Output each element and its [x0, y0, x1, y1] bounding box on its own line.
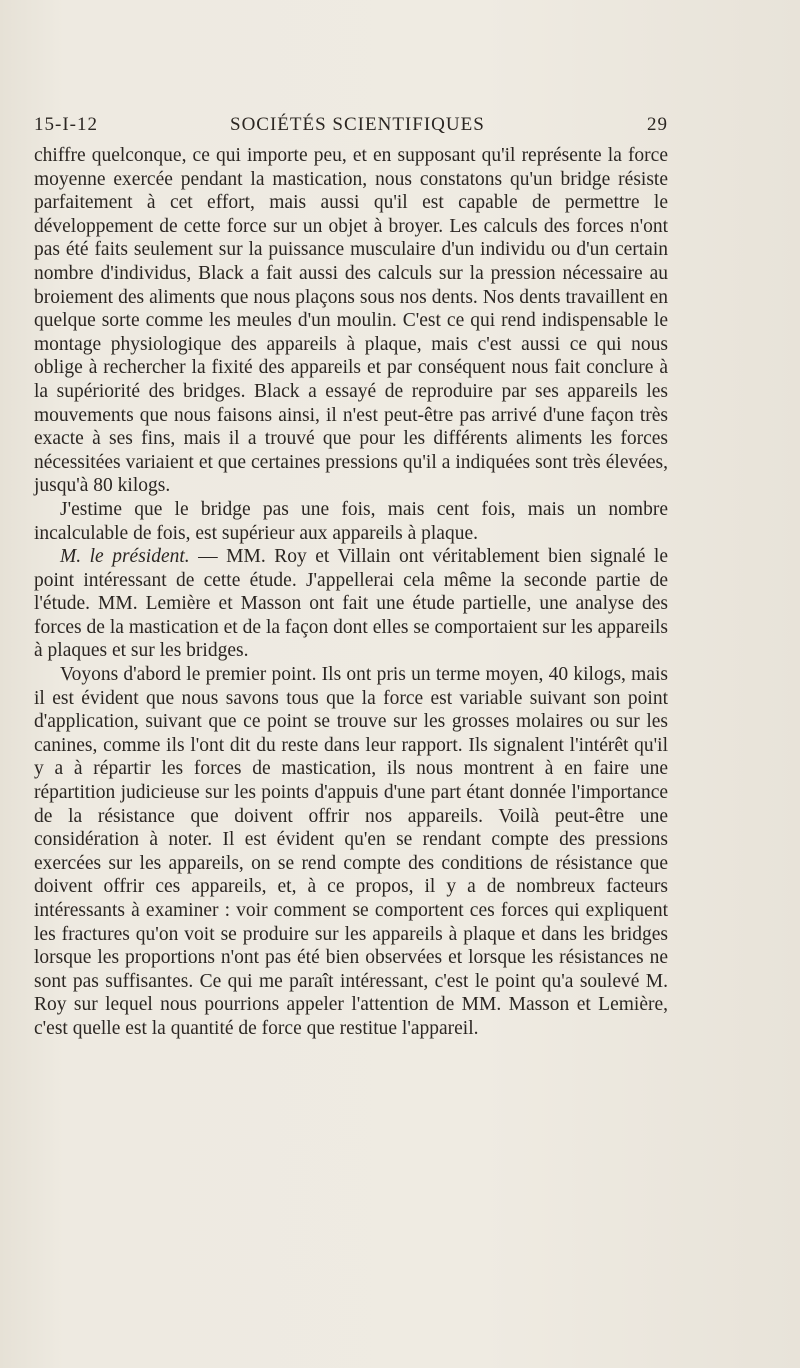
paragraph-president — [34, 545, 668, 663]
body-text — [34, 144, 668, 1041]
header-date: 15-I-12 — [34, 114, 98, 135]
running-header — [34, 114, 668, 140]
paragraph-2: J'estime que le bridge pas une fois, mais cent fois, mais un nombre incalculable de fois, est supérieur aux appareils à plaque. — [34, 498, 668, 544]
speech-text: — MM. Roy et Villain ont véritablement bien signalé le point intéressant de cette étude. J'appellerai cela même la seconde partie de l'étude. MM. Lemière et Masson ont fait une étude partielle, une analyse des forces de la mastication et de la façon dont elles se comportaient sur les appareils à plaques et sur les bridges. — [34, 546, 668, 662]
header-title: SOCIÉTÉS SCIENTIFIQUES — [230, 114, 485, 135]
page-number: 29 — [647, 114, 668, 135]
speaker-label: M. le président. — [60, 546, 190, 568]
paragraph-1: chiffre quelconque, ce qui importe peu, et en supposant qu'il représente la force moyenne exercée pendant la mastication, nous constatons qu'un bridge résiste parfaitement à cet effort, mais aussi qu'il est capable de permettre le développement de cette force sur un objet à broyer. Les calculs des forces n'ont pas été faits seulement sur la puissance musculaire d'un individu ou d'un certain nombre d'individus, Black a fait aussi des calculs sur la pression nécessaire au broiement des aliments que nous plaçons sous nos dents. Nos dents travaillent en quelque sorte comme les meules d'un moulin. C'est ce qui rend indispensable le montage physiologique des appareils à plaque, mais c'est aussi ce qui nous oblige à rechercher la fixité des appareils et par conséquent nous fait conclure à la supériorité des bridges. Black a essayé de reproduire par ses appareils les mouvements que nous faisons ainsi, il n'est peut-être pas arrivé d'une façon très exacte à ses fins, mais il a trouvé que pour les différents aliments les forces nécessitées variaient et que certaines pressions qu'il a indiquées sont très élevées, jusqu'à 80 kilogs. — [34, 145, 668, 497]
paragraph-final: Voyons d'abord le premier point. Ils ont pris un terme moyen, 40 kilogs, mais il est évident que nous savons tous que la force est variable suivant son point d'application, suivant que ce point se trouve sur les grosses molaires ou sur les canines, comme ils l'ont dit du reste dans leur rapport. Ils signalent l'intérêt qu'il y a à répartir les forces de mastication, ils nous montrent à en faire une répartition judicieuse sur les points d'appuis d'une part étant donnée l'importance de la résistance que doivent offrir nos appareils. Voilà peut-être une considération à noter. Il est évident qu'en se rendant compte des pressions exercées sur les appareils, on se rend compte des conditions de résistance que doivent offrir ces appareils, et, à ce propos, il y a de nombreux facteurs intéressants à examiner : voir comment se comportent ces forces qui expliquent les fractures qu'on voit se produire sur les appareils à plaque et dans les bridges lorsque les proportions n'ont pas été bien observées et lorsque les résistances ne sont pas suffisantes. Ce qui me paraît intéressant, c'est le point qu'a soulevé M. Roy sur lequel nous pourrions appeler l'attention de MM. Masson et Lemière, c'est quelle est la quantité de force que restitue l'appareil. — [34, 664, 668, 1039]
